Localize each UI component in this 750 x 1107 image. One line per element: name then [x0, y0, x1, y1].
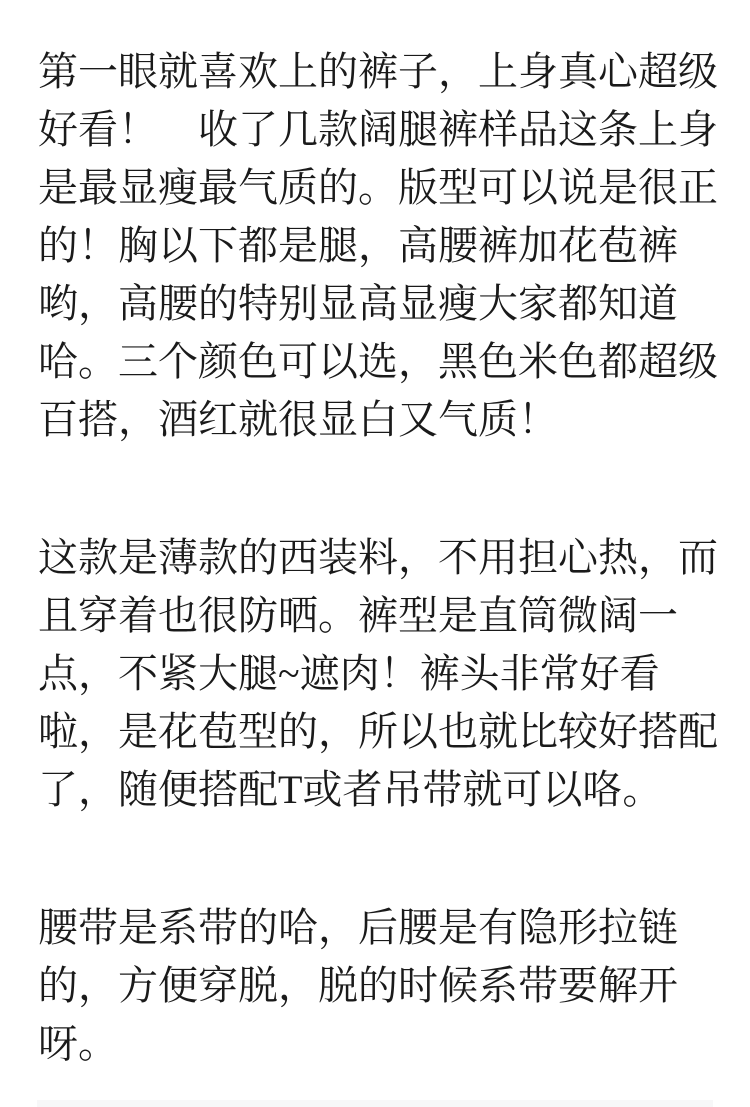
paragraph-waistband-and-zipper — [38, 899, 720, 1073]
text-line: 腰带是系带的哈，后腰是有隐形拉链 — [38, 905, 678, 950]
text-line: 百搭，酒红就很显白又气质！ — [38, 397, 558, 442]
next-section-edge-divider — [37, 1100, 713, 1107]
text-line: 且穿着也很防晒。裤型是直筒微阔一 — [38, 593, 678, 638]
text-line: 呀。 — [38, 1021, 118, 1066]
text-line: 哈。三个颜色可以选，黑色米色都超级 — [38, 339, 718, 384]
paragraph-fabric-and-style — [38, 529, 720, 819]
text-line: 第一眼就喜欢上的裤子，上身真心超级 — [38, 49, 718, 94]
paragraph-fit-and-color-review — [38, 43, 720, 449]
text-line: 的！胸以下都是腿，高腰裤加花苞裤 — [38, 223, 678, 268]
text-line: 的，方便穿脱，脱的时候系带要解开 — [38, 963, 678, 1008]
text-line: 点，不紧大腿~遮肉！裤头非常好看 — [38, 651, 660, 696]
text-line: 是最显瘦最气质的。版型可以说是很正 — [38, 165, 718, 210]
text-line: 啦，是花苞型的，所以也就比较好搭配 — [38, 709, 718, 754]
text-line: 了，随便搭配T或者吊带就可以咯。 — [38, 767, 663, 812]
text-line: 这款是薄款的西装料，不用担心热，而 — [38, 535, 718, 580]
text-line: 哟，高腰的特别显高显瘦大家都知道 — [38, 281, 678, 326]
text-line: 好看！ 收了几款阔腿裤样品这条上身 — [38, 107, 718, 152]
